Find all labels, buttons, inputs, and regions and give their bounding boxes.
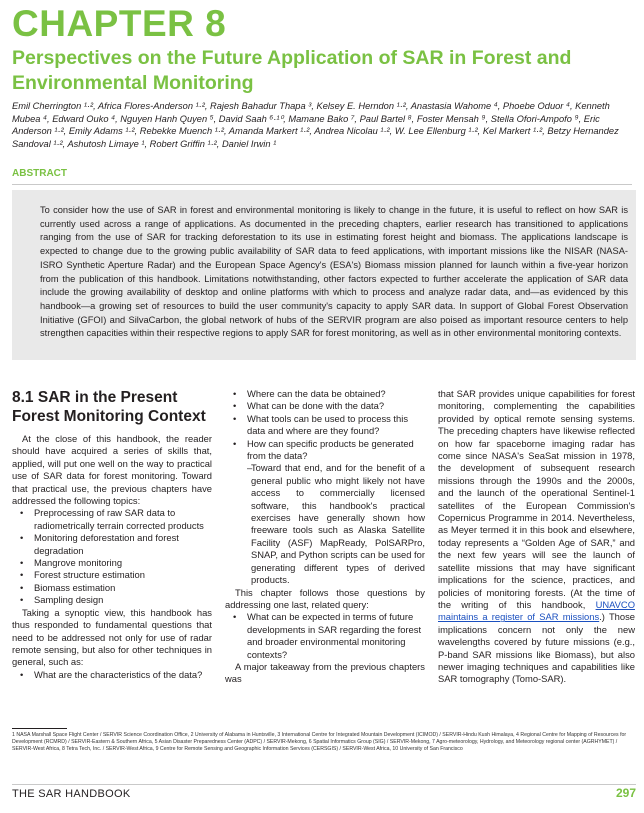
paragraph: At the close of this handbook, the reader should have acquired a series of skills that, applied, will put one well on the way to practical use of SAR data for forest monitoring. Toward that practical use, the previous chapters have addressed the following topics: (12, 433, 212, 507)
sub-item: – Toward that end, and for the benefit of a general public who might likely not have access to commercially licensed software, this handbook's practical exercises have generally shown how freeware tools such as Alaska Satellite Facility (ASF) MapReady, PolSARPro, SNAP, and Python scripts can be used for generating different types of derived products. (247, 462, 425, 586)
column-2 (225, 388, 425, 686)
list-item: • What are the characteristics of the data? (12, 669, 212, 681)
list-item: • What can be expected in terms of future developments in SAR regarding the forest and broader environmental monitoring contexts? (225, 611, 425, 661)
unavco-link[interactable]: UNAVCO maintains a register of SAR missions (438, 598, 635, 623)
page-number: 297 (615, 786, 636, 800)
question-list (225, 388, 425, 462)
list-item: • Sampling design (12, 594, 212, 606)
list-item: • What can be done with the data? (225, 400, 425, 412)
list-item: • Mangrove monitoring (12, 557, 212, 569)
list-item: • Preprocessing of raw SAR data to radiometrically terrain corrected products (12, 507, 212, 532)
sub-item-text: Toward that end, and for the benefit of a general public who might likely not have access to commercially licensed software, this handbook's practical exercises have generally shown how freeware tools such as Alaska Satellite Facility (ASF) MapReady, PolSARPro, SNAP, and Python scripts can be used for generating different types of derived products. (251, 462, 425, 586)
paragraph-text: .) Those implications concern not only the new wavelengths covered by future missions (e.g., P-band SAR missions like Biomass), but also newer imaging techniques and capabilities like SAR tomography (Tomo-SAR). (438, 611, 636, 685)
paragraph: This chapter follows those questions by addressing one last, related query: (225, 586, 425, 610)
footnote-divider (12, 728, 67, 729)
chapter-label: CHAPTER 8 (12, 3, 227, 44)
abstract-label: ABSTRACT (12, 168, 67, 179)
section-heading: 8.1 SAR in the Present Forest Monitoring Context (12, 389, 206, 425)
list-item: • Where can the data be obtained? (225, 388, 425, 400)
column-3 (438, 388, 635, 686)
footnotes: 1 NASA Marshall Space Flight Center / SERVIR Science Coordination Office, 2 University of Alabama in Huntsville, 3 International Centre for Integrated Mountain Development (ICIMOD) / SERVIR-Hindu Kush Himalaya, 4 Regional Centre for Mapping of Resources for Development (RCMRD) / SERVIR-Eastern & Southern Africa, 5 Asian Disaster Preparedness Center (ADPC) / SERVIR-Mekong, 6 Spatial Informatics Group (SIG) / SERVIR-Mekong, 7 Agro-meteorology, Hydrology, and Meteorology regional center (AGRHYMET) / SERVIR-West Africa, 8 Tetra Tech, Inc. / SERVIR-West Africa, 9 Centre for Remote Sensing and Geographic Information Services (CERSGIS) / SERVIR-West Africa, 10 University of San Francisco (12, 732, 627, 752)
abstract-divider (12, 184, 632, 185)
paragraph: A major takeaway from the previous chapters was (225, 660, 425, 685)
list-item: • Biomass estimation (12, 582, 212, 594)
column-1 (12, 388, 212, 681)
topic-list (12, 507, 212, 606)
paragraph (438, 388, 635, 686)
chapter-title: Perspectives on the Future Application of SAR in Forest and Environmental Monitoring (12, 47, 572, 94)
author-list: Emil Cherrington ¹·², Africa Flores-Anderson ¹·², Rajesh Bahadur Thapa ³, Kelsey E. Herndon ¹·², Anastasia Wahome ⁴, Phoebe Oduor ⁴, Kenneth Mubea ⁴, Edward Ouko ⁴, Nguyen Hanh Quyen ⁵, David Saah ⁶·¹⁰, Mamane Bako ⁷, Paul Bartel ⁸, Foster Mensah ⁹, Stella Ofori-Ampofo ⁹, Eric Anderson ¹·², Emily Adams ¹·², Rebekke Muench ¹·², Amanda Markert ¹·², Andrea Nicolau ¹·², W. Lee Ellenburg ¹·², Kel Markert ¹·², Betzy Hernandez Sandoval ¹·², Ashutosh Limaye ¹, Robert Griffin ¹·², Daniel Irwin ¹ (12, 101, 619, 149)
book-title: THE SAR HANDBOOK (12, 788, 131, 800)
abstract-box (12, 190, 636, 360)
paragraph-text: that SAR provides unique capabilities for forest monitoring, complementing the capabilities provided by optical remote sensing systems. The preceding chapters have likewise reflected on how far spaceborne imaging radar has come since NASA's SeaSat mission in 1978, the development of subsequent research missions through the 1990s and the 2000s, and the launch of the operational Sentinel-1 satellites of the European Commission's Copernicus Programme in 2014. Nevertheless, as Meyer termed it in this book and elsewhere, today represents a “Golden Age of SAR,” and the next few years will see the launch of satellite missions that may have significant implications for the science, practices, and policies of monitoring forests. (At the time of the writing of this handbook, (438, 388, 635, 610)
list-item: • What tools can be used to process this data and where are they found? (225, 413, 425, 438)
abstract-text: To consider how the use of SAR in forest and environmental monitoring is likely to change in the future, it is useful to reflect on how SAR is currently used across a range of applications. As documented in the preceding chapters, earlier research has transitioned to applications ranging from the use of SAR for tracking deforestation to its use in estimating forest height and biomass. The applications landscape is expected to change due to the growing public availability of SAR data to feed applications, with important missions like the NISAR (NASA-ISRO Synthetic Aperture Radar) and the European Space Agency's (ESA's) Biomass mission planned for launch within a five-year horizon from the publication of this handbook. Limitations notwithstanding, other factors expected to further accelerate the application of SAR data include the growing availability of desktop and online platforms with which to process and analyze radar data, and—as evidenced by this handbook—a growing set of resources to build the user community's capacity to apply SAR data. In support of Global Forest Observation Initiative (GFOI) and SilvaCarbon, the global network of hubs of the SERVIR program are also poised as important resource centers to help strengthen capacities within their respective regions to apply SAR for forest monitoring, as well as in other environmental monitoring contexts. (40, 205, 628, 339)
query-list (225, 611, 425, 661)
list-item: • How can specific products be generated from the data? (225, 438, 425, 463)
question-list (12, 669, 212, 681)
paragraph: Taking a synoptic view, this handbook has thus responded to fundamental questions that need to be addressed not only for use of radar remote sensing, but also for other techniques in general, such as: (12, 606, 212, 668)
list-item: • Monitoring deforestation and forest degradation (12, 532, 212, 557)
footer-divider (12, 784, 636, 785)
list-item: • Forest structure estimation (12, 569, 212, 581)
